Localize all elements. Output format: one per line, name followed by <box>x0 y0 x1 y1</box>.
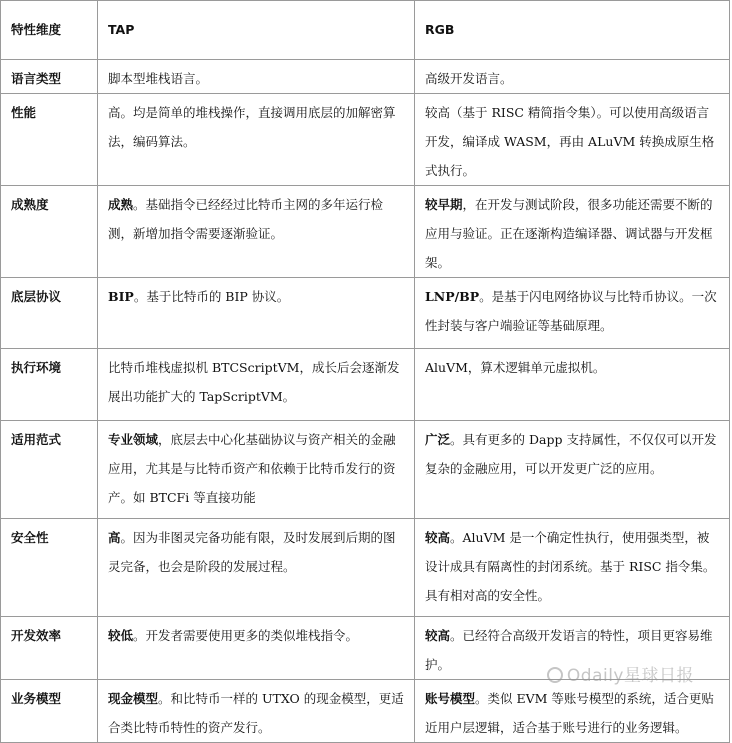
row-dimension-label: 业务模型 <box>11 691 62 706</box>
row-dimension-label: 成熟度 <box>11 197 49 212</box>
row-rgb-body: 较高（基于 RISC 精简指令集）。可以使用高级语言开发，编译成 WASM，再由 ALuVM 转换成原生格式执行。 <box>425 105 715 178</box>
watermark-text: Odaily星球日报 <box>566 666 694 686</box>
row-rgb-body: 高级开发语言。 <box>425 71 513 86</box>
table-row <box>1 186 730 278</box>
table-row <box>1 680 730 743</box>
row-dimension <box>1 186 98 278</box>
row-tap-body: 。开发者需要使用更多的类似堆栈指令。 <box>133 628 359 643</box>
row-rgb-body: 。已经符合高级开发语言的特性，项目更容易维护。 <box>425 628 713 672</box>
row-dimension <box>1 680 98 743</box>
row-rgb-body: 。是基于闪电网络协议与比特币协议。一次性封装与客户端验证等基础原理。 <box>425 289 717 333</box>
row-tap-cell <box>98 349 415 421</box>
row-tap-body: 。和比特币一样的 UTXO 的现金模型，更适合类比特币特性的资产发行。 <box>108 691 404 735</box>
row-tap-body: 。因为非图灵完备功能有限，及时发展到后期的图灵完备，也会是阶段的发展过程。 <box>108 530 396 574</box>
row-rgb-text <box>425 519 721 610</box>
row-tap-body: 脚本型堆栈语言。 <box>108 71 209 86</box>
row-dimension <box>1 617 98 680</box>
row-rgb-body: 。具有更多的 Dapp 支持属性，不仅仅可以开发复杂的金融应用，可以开发更广泛的应用。 <box>425 432 717 476</box>
row-rgb-lead: 账号模型 <box>425 691 476 706</box>
row-rgb-text <box>425 680 721 742</box>
row-rgb-text <box>425 349 721 382</box>
row-tap-lead: 专业领域 <box>108 432 159 447</box>
row-rgb-lead: LNP/BP <box>425 289 480 304</box>
table-row <box>1 421 730 519</box>
row-tap-text <box>108 680 408 742</box>
row-dimension <box>1 94 98 186</box>
table-row <box>1 519 730 617</box>
table-row <box>1 617 730 680</box>
row-dimension-label: 性能 <box>11 105 37 120</box>
row-rgb-cell <box>415 519 730 617</box>
table-row <box>1 278 730 349</box>
row-dimension <box>1 421 98 519</box>
row-rgb-text <box>425 94 721 185</box>
row-rgb-lead: 较高 <box>425 530 451 545</box>
row-rgb-cell <box>415 60 730 94</box>
row-rgb-body: 。类似 EVM 等账号模型的系统，适合更贴近用户层逻辑，适合基于账号进行的业务逻辑。 <box>425 691 714 735</box>
row-rgb-body: AluVM，算术逻辑单元虚拟机。 <box>425 360 606 375</box>
row-tap-text <box>108 278 408 311</box>
row-dimension-label: 语言类型 <box>11 71 62 86</box>
header-rgb: RGB <box>415 1 730 60</box>
row-rgb-cell <box>415 680 730 743</box>
row-tap-text <box>108 617 408 650</box>
row-rgb-text <box>425 278 721 340</box>
row-rgb-body: ，在开发与测试阶段，很多功能还需要不断的应用与验证。正在逐渐构造编译器、调试器与开发框架。 <box>425 197 713 270</box>
row-rgb-cell <box>415 278 730 349</box>
row-rgb-cell <box>415 617 730 680</box>
row-tap-text <box>108 519 408 581</box>
row-rgb-lead: 较早期 <box>425 197 463 212</box>
row-dimension-label: 安全性 <box>11 530 49 545</box>
row-tap-lead: BIP <box>108 289 134 304</box>
row-rgb-cell <box>415 94 730 186</box>
row-rgb-text <box>425 186 721 277</box>
row-dimension <box>1 60 98 94</box>
row-tap-body: 。基础指令已经经过比特币主网的多年运行检测，新增加指令需要逐渐验证。 <box>108 197 384 241</box>
row-tap-text <box>108 349 408 411</box>
row-tap-lead: 成熟 <box>108 197 134 212</box>
row-tap-cell <box>98 186 415 278</box>
row-tap-text <box>108 186 408 248</box>
row-tap-cell <box>98 680 415 743</box>
row-dimension-label: 底层协议 <box>11 289 62 304</box>
row-tap-lead: 较低 <box>108 628 134 643</box>
row-tap-cell <box>98 617 415 680</box>
row-tap-body: 比特币堆栈虚拟机 BTCScriptVM，成长后会逐渐发展出功能扩大的 TapScriptVM。 <box>108 360 400 404</box>
row-dimension <box>1 278 98 349</box>
row-dimension <box>1 519 98 617</box>
row-tap-body: 高。均是简单的堆栈操作，直接调用底层的加解密算法，编码算法。 <box>108 105 396 149</box>
row-dimension <box>1 349 98 421</box>
row-tap-lead: 现金模型 <box>108 691 159 706</box>
row-tap-lead: 高 <box>108 530 121 545</box>
row-tap-cell <box>98 278 415 349</box>
row-rgb-cell <box>415 421 730 519</box>
row-rgb-cell <box>415 186 730 278</box>
table-row <box>1 94 730 186</box>
row-rgb-cell <box>415 349 730 421</box>
row-tap-text <box>108 94 408 156</box>
row-dimension-label: 执行环境 <box>11 360 62 375</box>
row-tap-cell <box>98 60 415 94</box>
row-rgb-lead: 广泛 <box>425 432 451 447</box>
row-rgb-text <box>425 421 721 483</box>
table-row <box>1 349 730 421</box>
row-tap-text <box>108 60 408 93</box>
row-dimension-label: 适用范式 <box>11 432 62 447</box>
row-rgb-text <box>425 617 721 679</box>
row-dimension-label: 开发效率 <box>11 628 62 643</box>
row-rgb-lead: 较高 <box>425 628 451 643</box>
row-rgb-text <box>425 60 721 93</box>
row-tap-cell <box>98 519 415 617</box>
row-tap-cell <box>98 421 415 519</box>
row-rgb-body: 。AluVM 是一个确定性执行，使用强类型，被设计成具有隔离性的封闭系统。基于 RISC 指令集。具有相对高的安全性。 <box>425 530 716 603</box>
row-tap-body: 。基于比特币的 BIP 协议。 <box>133 289 290 304</box>
row-tap-text <box>108 421 408 512</box>
row-tap-cell <box>98 94 415 186</box>
header-tap: TAP <box>98 1 415 60</box>
row-tap-body: ，底层去中心化基础协议与资产相关的金融应用，尤其是与比特币资产和依赖于比特币发行的资产。如 BTCFi 等直接功能 <box>108 432 396 505</box>
header-row <box>1 1 730 60</box>
header-dimension: 特性维度 <box>1 1 98 60</box>
table-row <box>1 60 730 94</box>
